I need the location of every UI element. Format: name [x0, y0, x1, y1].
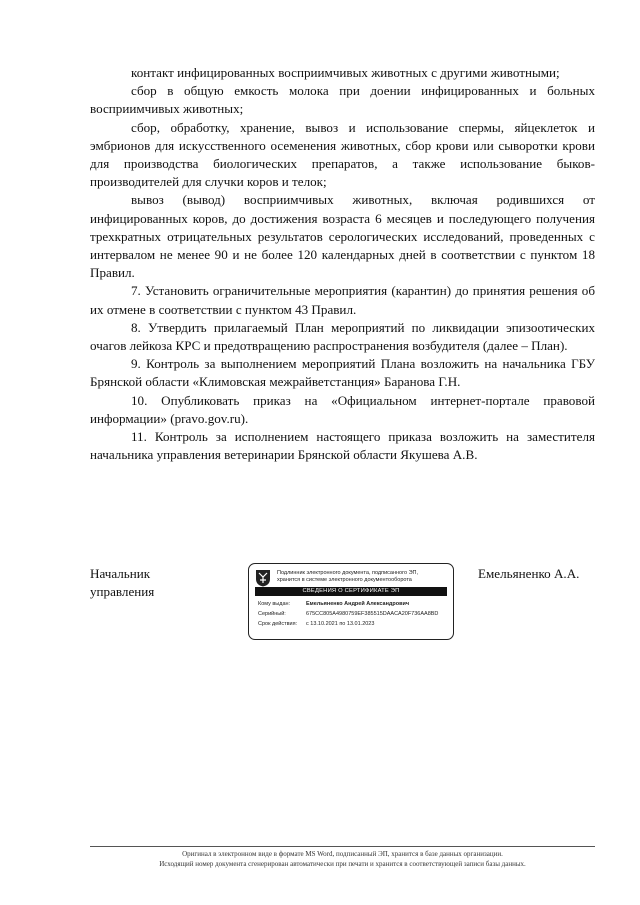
signatory-position — [90, 565, 154, 601]
serial-label: Серийный: — [258, 611, 286, 617]
validity-label: Срок действия: — [258, 621, 298, 627]
stamp-header: СВЕДЕНИЯ О СЕРТИФИКАТЕ ЭП — [255, 587, 447, 596]
footer-divider — [90, 846, 595, 847]
serial-value: 675CC805A4980759EF385515DAACA20F736AA8BD — [306, 611, 439, 617]
electronic-signature-stamp — [248, 563, 454, 640]
issued-to-label: Кому выдан: — [258, 601, 291, 607]
position-line-1: Начальник — [90, 566, 151, 581]
position-line-2: управления — [90, 584, 155, 600]
paragraph-contact: контакт инфицированных восприимчивых животных с другими животными; — [131, 65, 560, 80]
paragraph-item-11: 11. Контроль за исполнением настоящего приказа возложить на заместителя начальника управления ветеринарии Брянской области Якушева А.В. — [90, 429, 595, 463]
stamp-note — [277, 570, 449, 583]
page-footer — [90, 849, 595, 869]
document-body — [90, 64, 595, 464]
coat-of-arms-icon — [255, 569, 271, 587]
footer-line-2: Исходящий номер документа сгенерирован автоматически при печати и хранится в соответствующей записи базы данных. — [159, 860, 526, 868]
stamp-serial-row — [258, 611, 438, 618]
stamp-note-line-2: хранится в системе электронного документооборота — [277, 576, 412, 583]
paragraph-item-7: 7. Установить ограничительные мероприятия (карантин) до принятия решения об их отмене в соответствии с пунктом 43 Правил. — [90, 283, 595, 317]
paragraph-milk-collection: сбор в общую емкость молока при доении инфицированных и больных восприимчивых животных; — [90, 83, 595, 117]
validity-value: с 13.10.2021 по 13.01.2023 — [306, 621, 375, 627]
paragraph-item-8: 8. Утвердить прилагаемый План мероприятий по ликвидации эпизоотических очагов лейкоза КРС и предотвращению распространения возбудителя (далее – План). — [90, 319, 595, 354]
paragraph-sperm-embryos: сбор, обработку, хранение, вывоз и использование спермы, яйцеклеток и эмбрионов для искусственного осеменения животных, сбор крови или сыворотки крови для производства биологических препаратов, а также использование быков-производителей для случки коров и телок; — [90, 119, 595, 190]
stamp-note-line-1: Подлинник электронного документа, подписанного ЭП, — [277, 570, 419, 576]
stamp-issued-to-row — [258, 601, 409, 608]
paragraph-item-9: 9. Контроль за выполнением мероприятий Плана возложить на начальника ГБУ Брянской области «Климовская межрайветстанция» Баранова Г.Н. — [90, 356, 595, 390]
paragraph-item-10: 10. Опубликовать приказ на «Официальном интернет-портале правовой информации» (pravo.gov.ru). — [90, 392, 595, 426]
signatory-name: Емельяненко А.А. — [478, 566, 580, 581]
stamp-validity-row — [258, 621, 374, 628]
footer-line-1: Оригинал в электронном виде в формате MS Word, подписанный ЭП, хранится в базе данных организации. — [182, 850, 503, 858]
issued-to-value: Емельяненко Андрей Александрович — [306, 601, 410, 607]
paragraph-animal-export: вывоз (вывод) восприимчивых животных, включая родившихся от инфицированных коров, до достижения возраста 6 месяцев и последующего получения трехкратных отрицательных результатов серологических исследований, проведенных с интервалом не менее 90 и не более 120 календарных дней в соответствии с пунктом 18 Правил. — [90, 192, 595, 281]
